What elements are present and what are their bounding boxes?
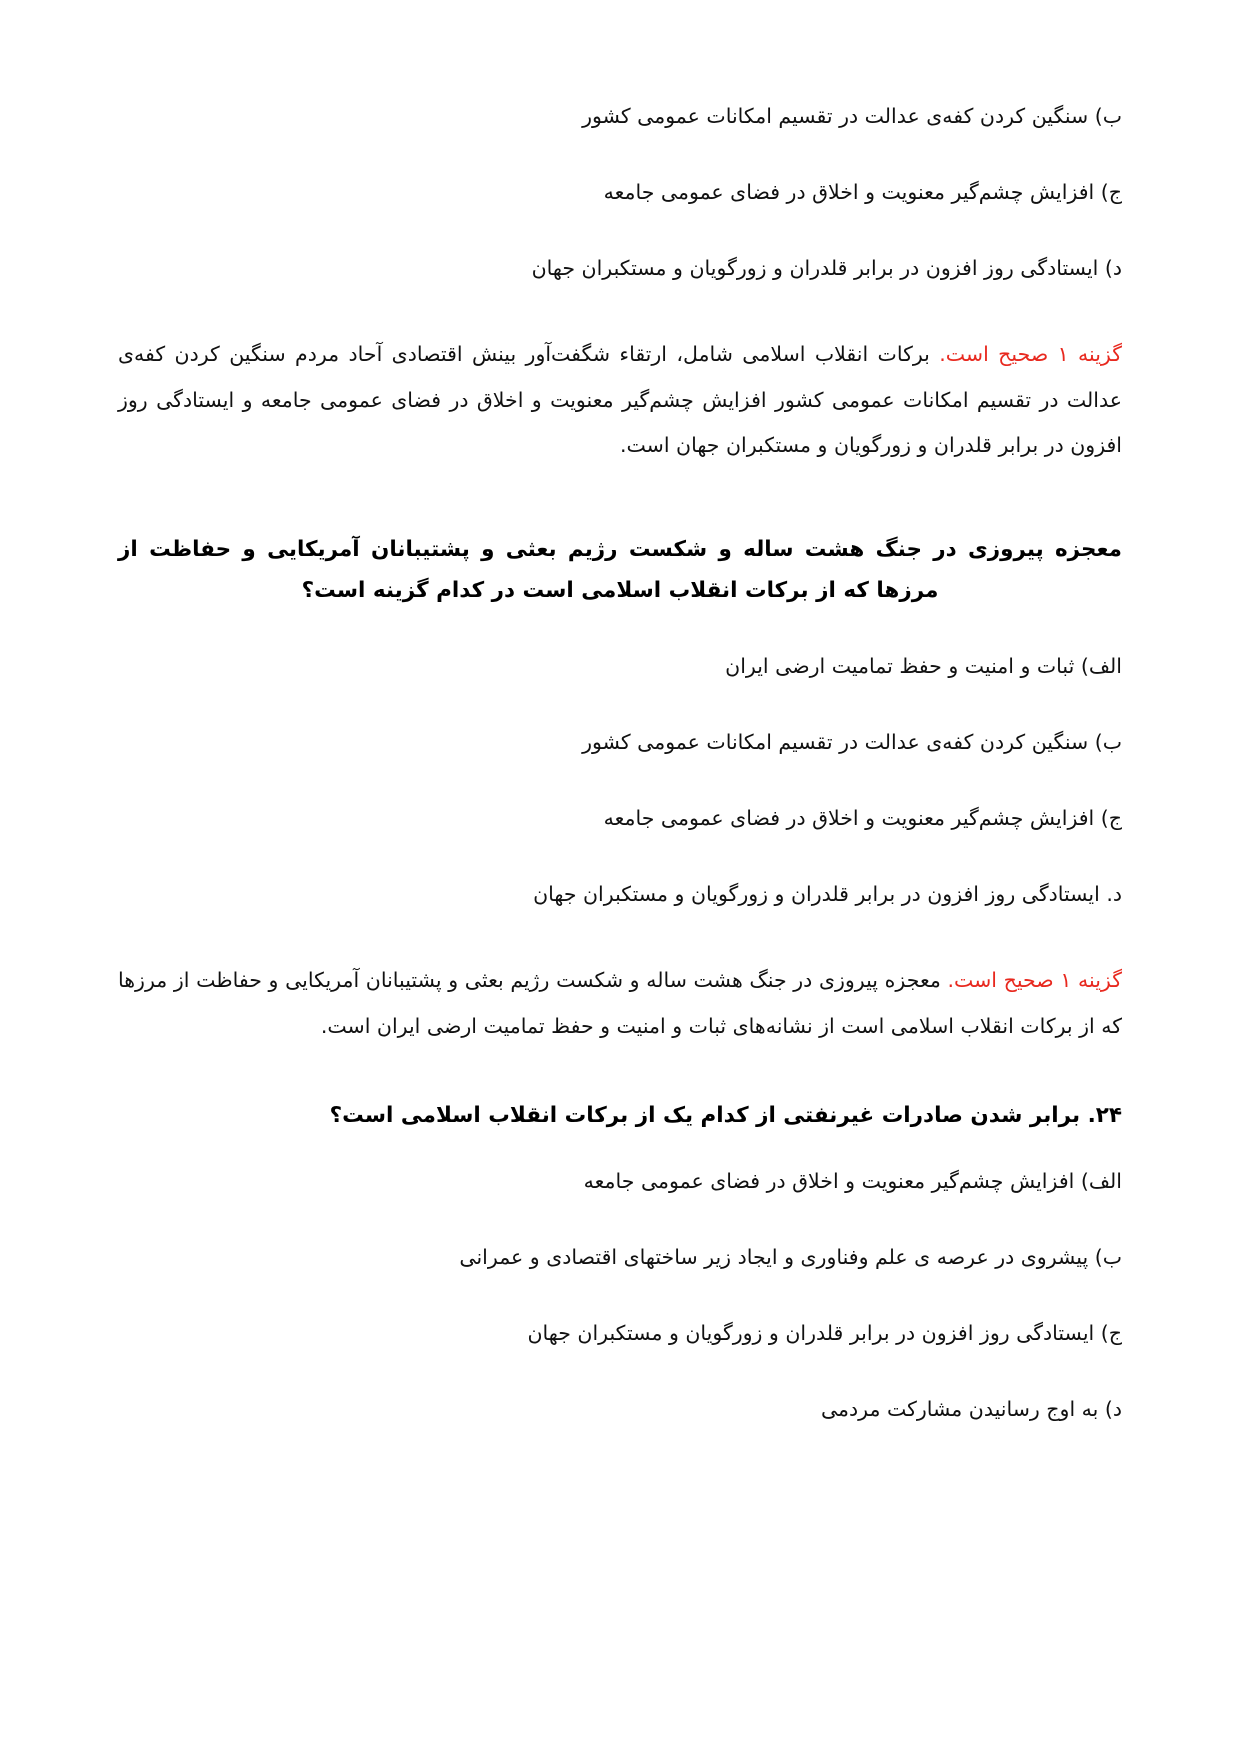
- option-text: د) به اوج رسانیدن مشارکت مردمی: [820, 1397, 1122, 1422]
- question-24-option-c: [118, 1321, 1122, 1345]
- option-c-previous: [118, 180, 1122, 204]
- question-23-option-b: [118, 730, 1122, 754]
- option-text: ج) افزایش چشم‌گیر معنویت و اخلاق در فضای عمومی جامعه: [603, 806, 1122, 831]
- explanation-paragraph-22: [118, 332, 1122, 469]
- option-text: ب) سنگین کردن کفه‌ی عدالت در تقسیم امکانات عمومی کشور: [582, 730, 1122, 755]
- option-d-previous: [118, 256, 1122, 280]
- option-text: ب) پیشروی در عرصه ی علم وفناوری و ایجاد زیر ساختهای اقتصادی و عمرانی: [459, 1245, 1122, 1270]
- option-text: د) ایستادگی روز افزون در برابر قلدران و زورگویان و مستکبران جهان: [531, 256, 1122, 280]
- question-23-option-d: [118, 882, 1122, 906]
- option-text: الف) ثبات و امنیت و حفظ تمامیت ارضی ایران: [725, 654, 1122, 679]
- option-text: الف) افزایش چشم‌گیر معنویت و اخلاق در فضای عمومی جامعه: [583, 1169, 1122, 1194]
- question-23-option-a: [118, 654, 1122, 678]
- option-text: ج) ایستادگی روز افزون در برابر قلدران و زورگویان و مستکبران جهان: [527, 1321, 1122, 1346]
- question-24-heading: [118, 1095, 1122, 1137]
- explanation-paragraph-23: [118, 958, 1122, 1049]
- question-24-option-a: [118, 1169, 1122, 1193]
- question-23-text: معجزه پیروزی در جنگ هشت ساله و شکست رژیم بعثی و پشتیبانان آمریکایی و حفاظت از مرزها که از برکات انقلاب اسلامی است در کدام گزینه است؟: [118, 536, 1122, 604]
- explanation-text: معجزه پیروزی در جنگ هشت ساله و شکست رژیم بعثی و پشتیبانان آمریکایی و حفاظت از مرزها که از برکات انقلاب اسلامی است از نشانه‌های ثبات و امنیت و حفظ تمامیت ارضی ایران است.: [118, 968, 1122, 1038]
- document-body: [118, 104, 1122, 1421]
- question-23-heading: [118, 529, 1122, 613]
- question-23-option-c: [118, 806, 1122, 830]
- option-text: د. ایستادگی روز افزون در برابر قلدران و زورگویان و مستکبران جهان: [533, 882, 1122, 907]
- answer-key-label: گزینه ۱ صحیح است.: [947, 968, 1122, 993]
- spacer: [118, 638, 1122, 654]
- option-text: ب) سنگین کردن کفه‌ی عدالت در تقسیم امکانات عمومی کشور: [582, 104, 1122, 128]
- spacer: [118, 1079, 1122, 1095]
- question-24-option-d: [118, 1397, 1122, 1421]
- question-24-text: ۲۴. برابر شدن صادرات غیرنفتی از کدام یک از برکات انقلاب اسلامی است؟: [329, 1103, 1122, 1129]
- spacer: [118, 499, 1122, 529]
- option-b-previous: [118, 104, 1122, 128]
- answer-key-label: گزینه ۱ صحیح است.: [939, 342, 1122, 366]
- explanation-text: برکات انقلاب اسلامی شامل، ارتقاء شگفت‌آور بینش اقتصادی آحاد مردم سنگین کردن کفه‌ی عدالت در تقسیم امکانات عمومی کشور افزایش چشم‌گیر معنویت و اخلاق در فضای عمومی جامعه و ایستادگی روز افزون در برابر قلدران و زورگویان و مستکبران جهان است.: [118, 342, 1122, 457]
- question-24-option-b: [118, 1245, 1122, 1269]
- option-text: ج) افزایش چشم‌گیر معنویت و اخلاق در فضای عمومی جامعه: [603, 180, 1122, 204]
